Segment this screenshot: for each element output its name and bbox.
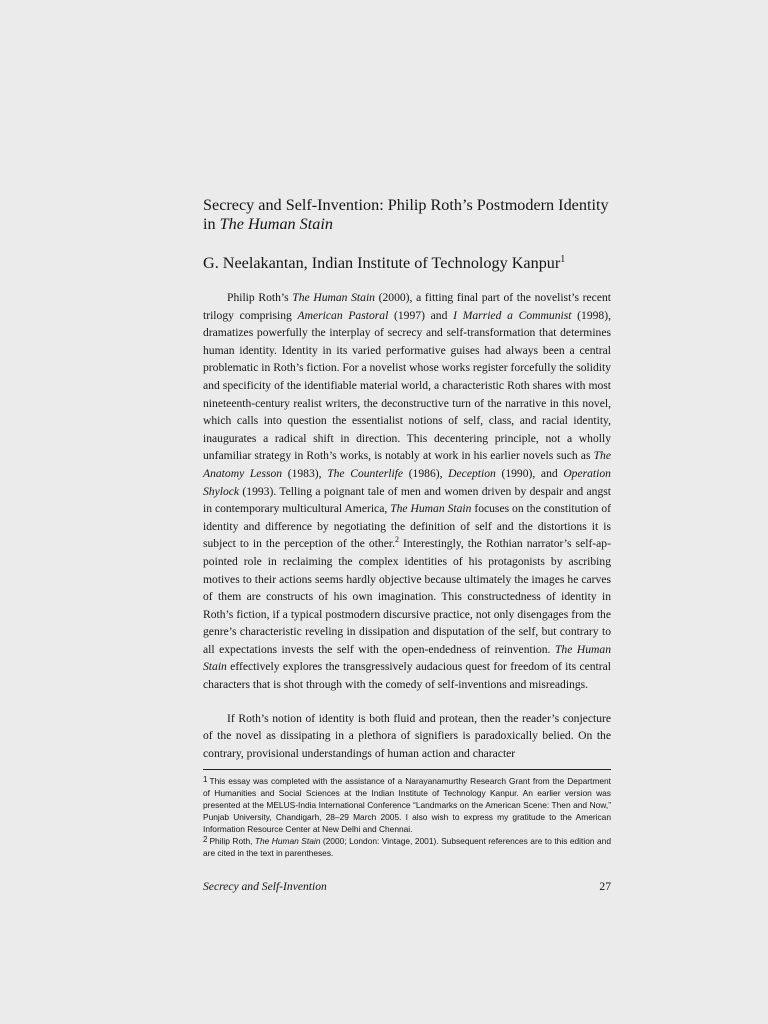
footnotes — [203, 775, 611, 859]
footnote-2-text-end: (2000; London: Vintage, 2001). Subsequent references are to this edition and are cited in the text in parentheses. — [203, 836, 611, 858]
book-title: The Human Stain — [203, 642, 611, 674]
article-title-book: The Human Stain — [219, 215, 333, 233]
footnote-mark-2[interactable]: 2 — [395, 535, 399, 545]
author-footnote-mark[interactable]: 1 — [560, 254, 566, 265]
page-number: 27 — [599, 880, 611, 893]
text-run: Philip Roth’s — [227, 291, 293, 304]
footnote-2-text: Philip Roth, — [209, 836, 255, 846]
book-title: I Married a Communist — [453, 308, 572, 322]
text-run: (1998), dramatizes powerfully the interplay of secrecy and self-transformation that determines human identity. Identity in its varied performative guises had always been a central problematic in Roth’s fiction. For a novelist whose works register forcefully the solidity and specificity of the identifiable material world, a characteristic Roth shares with most nineteenth-century realist writers, the deconstructive turn of the narrative in this novel, which calls into question the essentialist notions of self, class, and racial identity, inaugurates a radical shift in direction. This decentering principle, not a wholly unfamiliar strategy in Roth’s works, is notably at work in his earlier novels such as — [203, 308, 611, 463]
text-run: (2000), a fitting final part of the novelist’s recent trilogy comprising — [203, 291, 611, 322]
footnote-1 — [203, 775, 611, 835]
book-title: The Human Stain — [292, 291, 375, 304]
book-title: Operation Shylock — [203, 466, 611, 498]
text-run: Interestingly, the Rothian narrator’s self-appointed role in reclaiming the complex identities of his protagonists by ascribing motives to their actions seems hardly objective because ultimately the images he carves of them are constructs of his own imagination. This constructedness of identity in Roth’s fiction, if a typical postmodern discursive practice, not only disengages from the genre’s characteristic reveling in dissipation and disputation of the self, but contrary to all expectations invests the self with the open-endedness of reinvention. — [203, 537, 611, 656]
running-footer-title: Secrecy and Self-Invention — [203, 880, 327, 893]
paragraph-2: If Roth’s notion of identity is both fluid and protean, then the reader’s conjecture of the novel as dissipating in a plethora of signifiers is paradoxically belied. On the contrary, provisional understandings of human action and character — [203, 711, 611, 760]
footnote-2-book-title: The Human Stain — [254, 836, 321, 846]
book-title: Deception — [448, 466, 496, 480]
book-title: The Anatomy Lesson — [203, 449, 611, 480]
running-footer — [203, 880, 611, 893]
text-run: (1986), — [403, 466, 449, 480]
footnote-1-mark: 1 — [203, 775, 208, 784]
text-run: focuses on the constitution of identity and difference by negotiating the definition of self and the distortions it is subject to in the perception of the other. — [203, 502, 611, 551]
paragraph-1 — [203, 289, 611, 694]
author-line — [203, 254, 623, 273]
book-title: The Counterlife — [327, 466, 404, 480]
article-title — [203, 196, 623, 234]
footnote-1-text: This essay was completed with the assistance of a Narayanamurthy Research Grant from the Department of Humanities and Social Sciences at the Indian Institute of Technology Kanpur. An earlier version was presented at the MELUS-India International Conference “Landmarks on the American Scene: Then and Now,” Punjab University, Chandigarh, 28–29 March 2005. I also wish to express my gratitude to the American Information Resource Center at New Delhi and Chennai. — [203, 776, 611, 834]
article-body — [203, 289, 611, 762]
footnote-divider — [203, 769, 611, 770]
book-title: The Human Stain — [390, 502, 472, 516]
text-run: effectively explores the transgressively audacious quest for freedom of its central characters that is shot through with the comedy of self-inventions and misreadings. — [203, 660, 611, 692]
footnote-2 — [203, 835, 611, 859]
footnote-2-mark: 2 — [203, 835, 208, 844]
text-run: (1993). Telling a poignant tale of men and women driven by despair and angst in contemporary multicultural America, — [203, 484, 611, 516]
author-name: G. Neelakantan, Indian Institute of Technology Kanpur — [203, 254, 561, 272]
article-title-text: Secrecy and Self-Invention: Philip Roth’s Postmodern Identity in — [203, 196, 609, 233]
text-run: (1990), and — [495, 466, 564, 480]
text-run: (1983), — [282, 466, 328, 480]
book-title: American Pastoral — [297, 308, 389, 322]
text-run: (1997) and — [388, 308, 454, 322]
